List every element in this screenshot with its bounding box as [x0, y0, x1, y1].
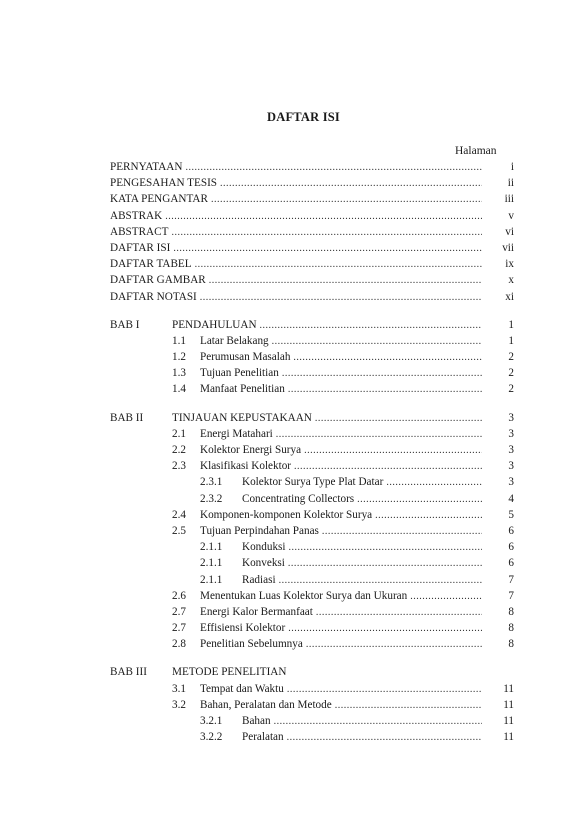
toc-entry [110, 317, 514, 333]
toc-entry [110, 458, 514, 474]
toc-entry-label: Radiasi [242, 573, 276, 586]
dot-leader [386, 475, 482, 491]
toc-entry-label: Energi Matahari [200, 427, 273, 440]
toc-entry [110, 664, 514, 680]
toc-entry-page: 7 [508, 589, 514, 602]
toc-entry-page: 8 [508, 605, 514, 618]
toc-entry-label: Tujuan Perpindahan Panas [200, 524, 319, 537]
dot-leader [220, 176, 482, 192]
toc-entry-label: Konveksi [242, 557, 285, 570]
toc-entry-label: DAFTAR GAMBAR [110, 274, 206, 287]
dot-leader [322, 524, 482, 540]
toc-entry-page: vi [505, 225, 514, 238]
toc-entry-label: KATA PENGANTAR [110, 193, 208, 206]
toc-entry [110, 729, 514, 745]
toc-entry [110, 426, 514, 442]
toc-entry-number: 2.7 [172, 605, 186, 618]
toc-entry [110, 604, 514, 620]
toc-entry [110, 636, 514, 652]
toc-entry-page: 1 [508, 318, 514, 331]
dot-leader [410, 589, 482, 605]
toc-entry [110, 523, 514, 539]
toc-entry [110, 572, 514, 588]
toc-entry-label: Concentrating Collectors [242, 492, 355, 505]
toc-entry-page: 6 [508, 557, 514, 570]
toc-entry-label: Klasifikasi Kolektor [200, 460, 292, 473]
toc-entry-label: Perumusan Masalah [200, 351, 291, 364]
toc-entry [110, 381, 514, 397]
toc-entry-label: Bahan, Peralatan dan Metode [200, 698, 332, 711]
dot-leader [279, 573, 482, 589]
toc-entry-page: 8 [508, 622, 514, 635]
toc-entry [110, 713, 514, 729]
dot-leader [306, 637, 482, 653]
dot-leader [288, 382, 482, 398]
dot-leader [357, 492, 482, 508]
toc-entry-label: TINJAUAN KEPUSTAKAAN [172, 411, 312, 424]
toc-entry-page: 3 [508, 444, 514, 456]
toc-entry-page: i [510, 161, 514, 173]
dot-leader [173, 241, 482, 257]
toc-entry [110, 191, 514, 207]
toc-entry [110, 349, 514, 365]
toc-entry-number: 3.2.2 [200, 731, 223, 744]
toc-entry-label: PENGESAHAN TESIS [110, 177, 218, 190]
toc-entry [110, 507, 514, 523]
toc-entry-page: 11 [503, 731, 514, 744]
dot-leader [287, 682, 482, 698]
dot-leader [185, 160, 482, 176]
dot-leader [315, 411, 482, 427]
dot-leader [288, 621, 482, 637]
toc-entry-number: BAB II [110, 411, 144, 424]
dot-leader [211, 192, 482, 208]
toc-entry [110, 410, 514, 426]
toc-entry-page: 5 [508, 508, 514, 521]
toc-entry-number: 2.1.1 [200, 541, 223, 554]
toc-entry-label: ABSTRAK [110, 209, 163, 222]
toc-entry-number: BAB III [110, 666, 147, 679]
dot-leader [274, 714, 482, 730]
page-column-header: Halaman [455, 145, 497, 157]
toc-entry-number: 2.1 [172, 427, 186, 440]
toc-entry-page: 6 [508, 541, 514, 554]
toc-entry-number: BAB I [110, 318, 140, 331]
dot-leader [260, 318, 482, 334]
toc-entry-page: 2 [508, 351, 514, 364]
toc-entry-number: 3.2.1 [200, 715, 223, 727]
toc-entry-page: 8 [508, 638, 514, 651]
toc-entry [110, 442, 514, 458]
table-of-contents [110, 159, 514, 745]
toc-entry-number: 1.1 [172, 334, 186, 347]
toc-entry [110, 491, 514, 507]
toc-entry-page: 11 [503, 715, 514, 727]
dot-leader [209, 273, 482, 289]
dot-leader [272, 334, 482, 350]
toc-entry-label: Menentukan Luas Kolektor Surya dan Ukuran [200, 589, 408, 602]
toc-entry-label: Energi Kalor Bermanfaat [200, 605, 313, 618]
toc-entry-page: ii [507, 177, 514, 190]
toc-entry-label: METODE PENELITIAN [172, 666, 287, 679]
toc-entry-label: Tujuan Penelitian [200, 367, 279, 380]
toc-entry-page: iii [504, 193, 514, 206]
toc-entry-label: PENDAHULUAN [172, 318, 257, 331]
dot-leader [276, 427, 482, 443]
toc-entry [110, 365, 514, 381]
toc-entry [110, 697, 514, 713]
toc-entry-number: 3.1 [172, 682, 186, 695]
toc-entry-page: vii [502, 241, 514, 254]
toc-entry-number: 1.4 [172, 383, 186, 396]
toc-entry-number: 2.8 [172, 638, 186, 651]
toc-entry [110, 333, 514, 349]
toc-entry [110, 474, 514, 490]
toc-entry-number: 2.3.2 [200, 492, 223, 505]
toc-entry-page: 3 [508, 427, 514, 440]
toc-entry [110, 289, 514, 305]
toc-entry-number: 2.7 [172, 622, 186, 635]
toc-entry-page: ix [505, 258, 514, 271]
toc-entry-number: 1.2 [172, 351, 186, 364]
toc-entry-page: x [508, 274, 514, 287]
toc-entry-page: 3 [508, 460, 514, 473]
toc-entry-label: Komponen-komponen Kolektor Surya [200, 508, 373, 521]
toc-entry [110, 272, 514, 288]
dot-leader [304, 443, 482, 459]
toc-entry-number: 1.3 [172, 367, 186, 380]
toc-entry-label: Penelitian Sebelumnya [200, 638, 303, 651]
toc-entry-label: ABSTRACT [110, 225, 169, 238]
dot-leader [200, 290, 482, 306]
toc-entry [110, 588, 514, 604]
toc-entry-number: 2.4 [172, 508, 186, 521]
toc-entry-page: 2 [508, 383, 514, 396]
toc-entry-label: Effisiensi Kolektor [200, 622, 286, 635]
toc-entry-label: DAFTAR ISI [110, 241, 171, 254]
dot-leader [293, 350, 482, 366]
dot-leader [195, 257, 482, 273]
dot-leader [282, 366, 482, 382]
toc-entry-label: Tempat dan Waktu [200, 682, 284, 695]
toc-entry [110, 159, 514, 175]
toc-entry [110, 208, 514, 224]
dot-leader [335, 698, 482, 714]
toc-entry-page: 1 [508, 334, 514, 347]
toc-entry-label: Manfaat Penelitian [200, 383, 285, 396]
page-title: DAFTAR ISI [267, 110, 340, 124]
toc-entry-page: 7 [508, 573, 514, 586]
dot-leader [171, 225, 482, 241]
toc-entry-page: xi [505, 290, 514, 303]
toc-entry [110, 620, 514, 636]
dot-leader [375, 508, 482, 524]
toc-entry-number: 2.6 [172, 589, 186, 602]
toc-entry-label: DAFTAR TABEL [110, 258, 192, 271]
toc-entry-page: v [508, 209, 514, 222]
dot-leader [294, 459, 482, 475]
toc-entry-label: PERNYATAAN [110, 161, 183, 173]
toc-entry-number: 2.3 [172, 460, 186, 473]
toc-entry-label: Kolektor Surya Type Plat Datar [242, 476, 384, 489]
dot-leader [316, 605, 482, 621]
dot-leader [165, 209, 482, 225]
toc-entry-label: Latar Belakang [200, 334, 269, 347]
toc-entry [110, 175, 514, 191]
toc-entry [110, 539, 514, 555]
toc-entry [110, 681, 514, 697]
toc-entry-page: 2 [508, 367, 514, 380]
toc-entry-page: 3 [508, 411, 514, 424]
toc-entry-number: 2.5 [172, 524, 186, 537]
toc-entry-page: 6 [508, 524, 514, 537]
toc-entry-label: Peralatan [242, 731, 284, 744]
dot-leader [289, 540, 482, 556]
toc-entry [110, 224, 514, 240]
dot-leader [288, 556, 482, 572]
toc-entry [110, 256, 514, 272]
toc-entry-page: 11 [503, 682, 514, 695]
toc-entry-number: 2.3.1 [200, 476, 223, 489]
toc-entry-page: 11 [503, 698, 514, 711]
toc-entry-label: Kolektor Energi Surya [200, 444, 302, 456]
toc-entry-number: 2.2 [172, 444, 186, 456]
toc-entry [110, 240, 514, 256]
toc-entry-number: 3.2 [172, 698, 186, 711]
toc-entry-page: 3 [508, 476, 514, 489]
toc-entry-label: Konduksi [242, 541, 286, 554]
toc-entry-number: 2.1.1 [200, 573, 223, 586]
toc-entry-label: Bahan [242, 715, 271, 727]
dot-leader [287, 730, 482, 746]
toc-entry-number: 2.1.1 [200, 557, 223, 570]
toc-entry [110, 555, 514, 571]
toc-entry-label: DAFTAR NOTASI [110, 290, 197, 303]
toc-entry-page: 4 [508, 492, 514, 505]
